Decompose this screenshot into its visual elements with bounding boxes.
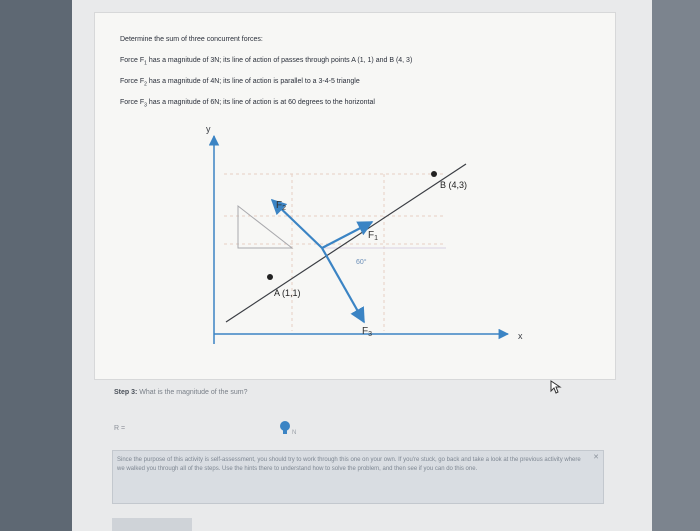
mouse-pointer-icon (550, 380, 562, 394)
answer-label[interactable]: R = (114, 425, 126, 432)
force2-description: Force $F_2$ has a magnitude of 4N; its line of action is parallel to a 3-4-5 triangle (120, 78, 360, 88)
lightbulb-icon[interactable] (278, 420, 292, 438)
point-b-label: B (4,3) (440, 180, 468, 190)
force3-description: Force $F_3$ has a magnitude of 6N; its line of action is at 60 degrees to the horizontal (120, 99, 375, 109)
f2-label: $F_2$ (276, 200, 287, 212)
step-prompt: Step 3: What is the magnitude of the sum? (114, 389, 248, 396)
self-assessment-notice (112, 450, 604, 504)
grid-lines (224, 174, 446, 331)
angle-label: 60° (356, 259, 367, 266)
point-b (431, 171, 437, 177)
point-a (267, 274, 273, 280)
question-title: Determine the sum of three concurrent forces: (120, 36, 263, 43)
y-axis-label: y (206, 126, 211, 134)
line-ab (226, 164, 466, 322)
notice-text: Since the purpose of this activity is self-assessment, you should try to work through this one on your own. If you're stuck, go back and take a look at the previous activity where we walked you through all of the steps. Use the hints there to understand how to solve the problem, and then see if you can do this one. (117, 457, 581, 472)
f1-label: $F_1$ (368, 230, 379, 242)
force-diagram (196, 126, 536, 356)
monitor-bezel-left (0, 0, 72, 531)
close-icon[interactable]: ✕ (593, 454, 599, 461)
step-tab[interactable] (112, 518, 192, 531)
f3-label: $F_3$ (362, 326, 373, 338)
x-axis-label: x (518, 331, 523, 341)
point-a-label: A (1,1) (274, 288, 301, 298)
hint-unit: N (292, 430, 297, 436)
force1-description: Force $F_1$ has a magnitude of 3N; its line of action of passes through points A (1, 1) and B (4, 3) (120, 57, 413, 67)
